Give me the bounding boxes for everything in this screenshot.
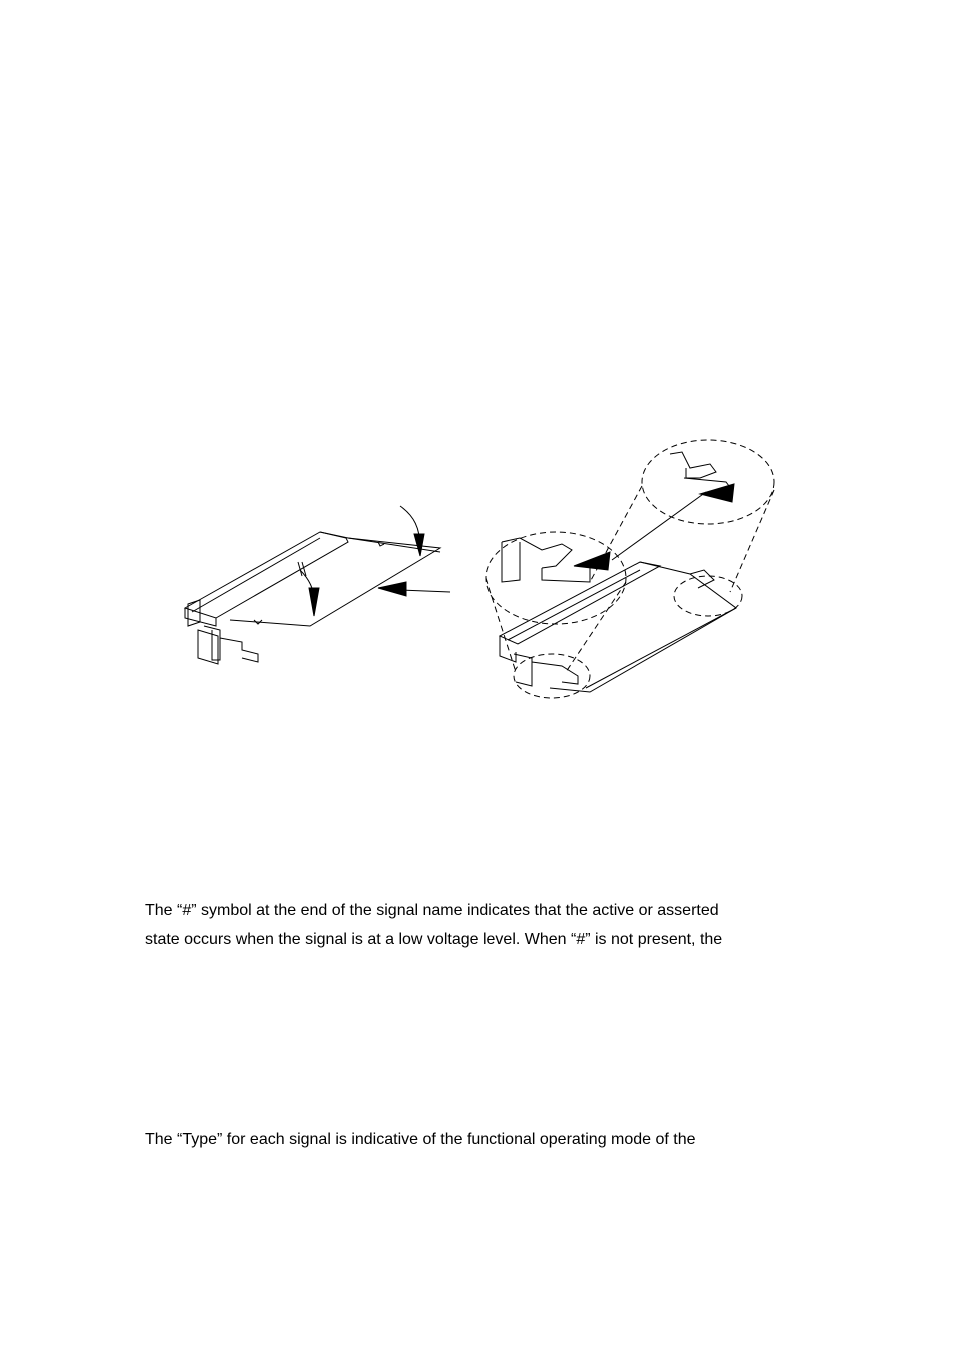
paragraph-line: The “#” symbol at the end of the signal name indicates that the active or asserted xyxy=(145,902,719,919)
memory-module-installation-figure xyxy=(170,430,790,710)
memory-module-latch-detail-diagram xyxy=(486,440,774,698)
memory-module-insertion-diagram xyxy=(185,506,450,664)
paragraph-line: The “Type” for each signal is indicative of the functional operating mode of the xyxy=(145,1131,696,1148)
signal-name-convention-paragraph xyxy=(145,896,845,954)
paragraph-line: state occurs when the signal is at a low voltage level. When “#” is not present, the xyxy=(145,931,723,948)
signal-type-paragraph xyxy=(145,1125,845,1154)
